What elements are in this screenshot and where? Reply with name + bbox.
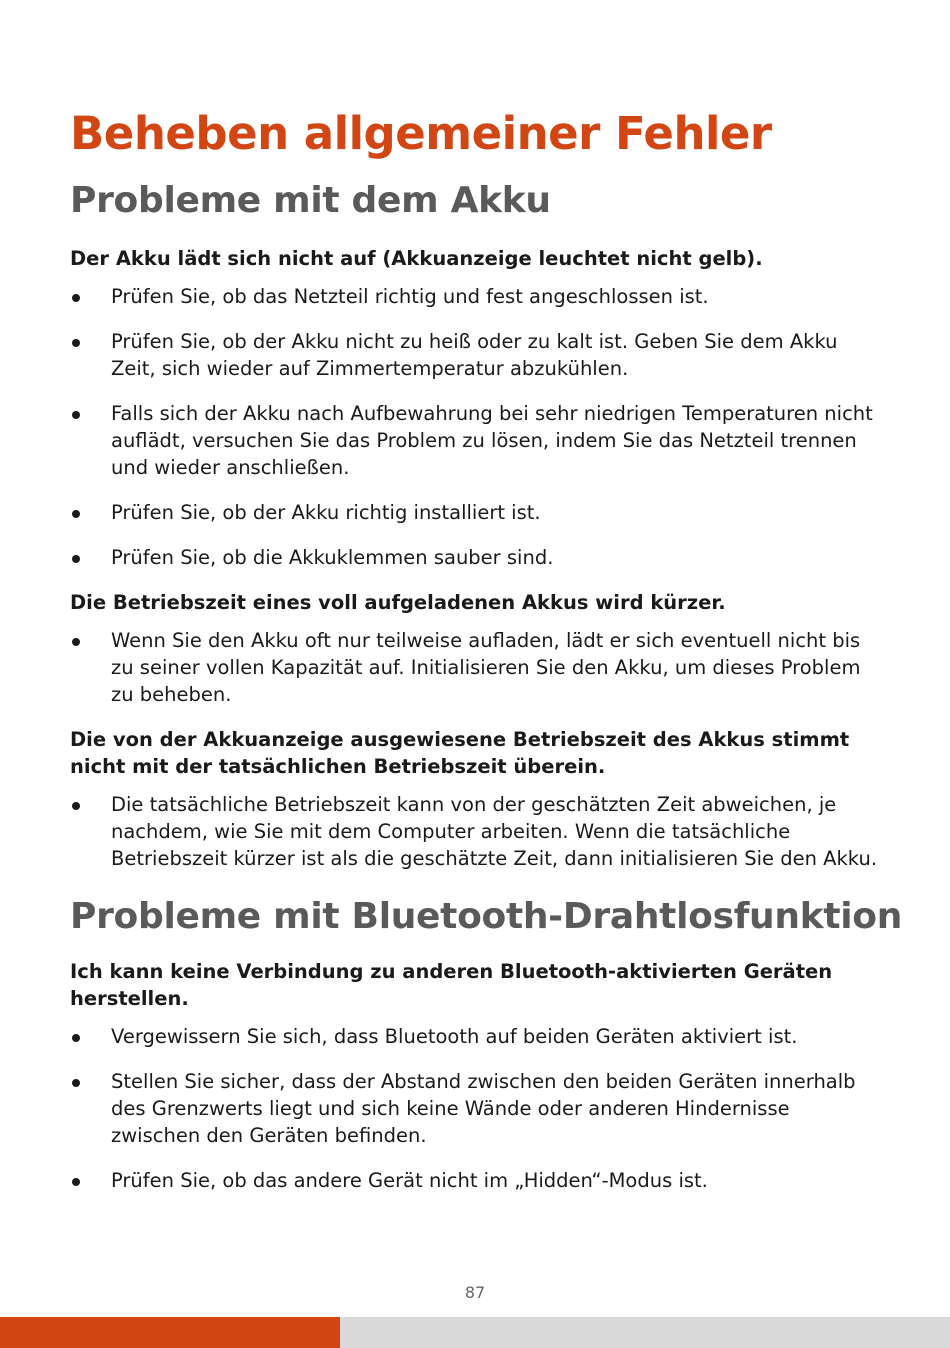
bullet-list: [70, 1023, 880, 1194]
question-runtime-shorter: Die Betriebszeit eines voll aufgeladenen Akkus wird kürzer.: [70, 591, 726, 614]
bullet-icon: [72, 802, 80, 810]
bullet-icon: [72, 411, 80, 419]
bullet-icon: [72, 1034, 80, 1042]
bullet-list: [70, 791, 880, 872]
list-item: Wenn Sie den Akku oft nur teilweise aufladen, lädt er sich eventuell nicht bis zu seiner vollen Kapazität auf. Initialisieren Sie den Akku, um dieses Problem zu beheben.: [70, 627, 880, 708]
question-bluetooth-connect: Ich kann keine Verbindung zu anderen Bluetooth-aktivierten Geräten herstellen.: [70, 960, 833, 1010]
list-item: Prüfen Sie, ob der Akku nicht zu heiß oder zu kalt ist. Geben Sie dem Akku Zeit, sich wieder auf Zimmertemperatur abzukühlen.: [70, 328, 851, 382]
bullet-list: [70, 283, 880, 571]
list-item: Prüfen Sie, ob das Netzteil richtig und fest angeschlossen ist.: [70, 283, 880, 310]
list-item: Prüfen Sie, ob der Akku richtig installiert ist.: [70, 499, 880, 526]
bullet-icon: [72, 555, 80, 563]
bullet-icon: [72, 1178, 80, 1186]
section-heading-bluetooth: Probleme mit Bluetooth-Drahtlosfunktion: [70, 896, 903, 937]
list-item: Prüfen Sie, ob das andere Gerät nicht im „Hidden“-Modus ist.: [70, 1167, 880, 1194]
list-item: Die tatsächliche Betriebszeit kann von der geschätzten Zeit abweichen, je nachdem, wie Sie mit dem Computer arbeiten. Wenn die tatsächliche Betriebszeit kürzer ist als die geschätzte Zeit, dann initialisieren Sie den Akku.: [70, 791, 880, 872]
page-title: Beheben allgemeiner Fehler: [70, 107, 772, 160]
bullet-icon: [72, 510, 80, 518]
question-battery-not-charging: Der Akku lädt sich nicht auf (Akkuanzeige leuchtet nicht gelb).: [70, 247, 763, 270]
list-item: Vergewissern Sie sich, dass Bluetooth auf beiden Geräten aktiviert ist.: [70, 1023, 880, 1050]
footer-accent-bar: [0, 1317, 340, 1348]
list-item: Stellen Sie sicher, dass der Abstand zwischen den beiden Geräten innerhalb des Grenzwerts liegt und sich keine Wände oder anderen Hindernisse zwischen den Geräten befinden.: [70, 1068, 880, 1149]
bullet-icon: [72, 638, 80, 646]
list-item: Falls sich der Akku nach Aufbewahrung bei sehr niedrigen Temperaturen nicht auflädt, versuchen Sie das Problem zu lösen, indem Sie das Netzteil trennen und wieder anschließen.: [70, 400, 880, 481]
question-runtime-mismatch: Die von der Akkuanzeige ausgewiesene Betriebszeit des Akkus stimmt nicht mit der tatsächlichen Betriebszeit überein.: [70, 728, 850, 778]
bullet-list: [70, 627, 880, 708]
document-page: [70, 104, 903, 1194]
page-number: 87: [464, 1283, 486, 1302]
list-item: Prüfen Sie, ob die Akkuklemmen sauber sind.: [70, 544, 880, 571]
bullet-icon: [72, 1079, 80, 1087]
section-heading-battery: Probleme mit dem Akku: [70, 180, 551, 221]
footer-gray-bar: [340, 1317, 950, 1348]
bullet-icon: [72, 339, 80, 347]
bullet-icon: [72, 294, 80, 302]
